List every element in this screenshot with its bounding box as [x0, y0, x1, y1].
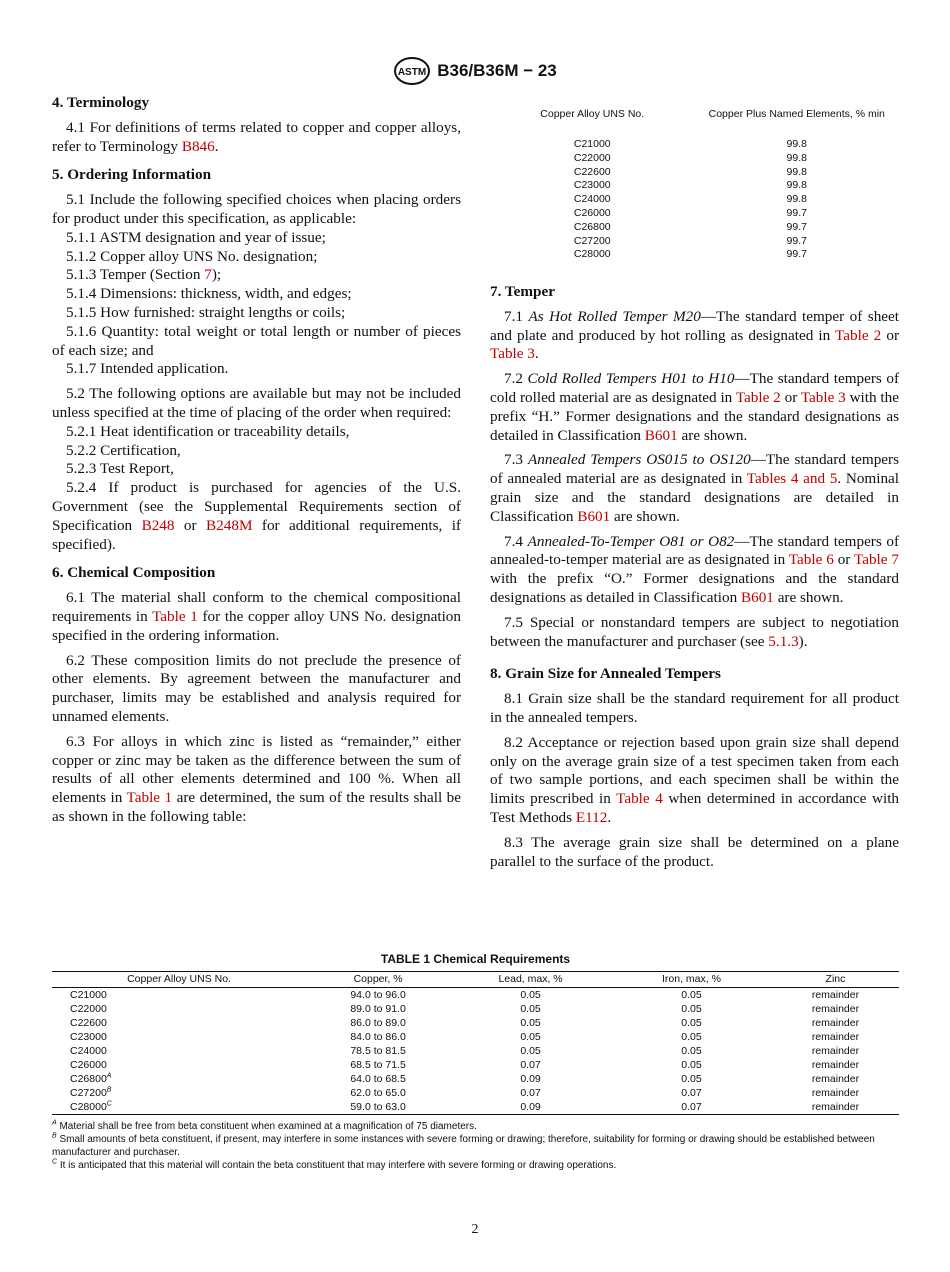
document-designation: B36/B36M − 23 [437, 61, 557, 80]
para-5-2-2: 5.2.2 Certification, [66, 441, 181, 459]
para-5-1-5: 5.1.5 How furnished: straight lengths or coils; [66, 303, 346, 321]
sum-table-header [490, 98, 899, 130]
cell-pb: 0.05 [520, 1017, 541, 1029]
para-7-5: 7.5 Special or nonstandard tempers are subject to negotiation between the manufacturer and purchaser (see 5.1.3). [490, 613, 899, 650]
sum-cell-uns: C28000 [573, 248, 611, 261]
cell-cu: 86.0 to 89.0 [350, 1017, 406, 1029]
sum-cell-copper-plus: 99.8 [786, 179, 807, 192]
footnote-text: It is anticipated that this material will contain the beta constituent that may interfere with severe forming or drawing operations. [57, 1160, 617, 1171]
sum-table-row [490, 235, 899, 249]
footnote-marker: C [52, 1158, 58, 1166]
sum-cell-uns: C26800 [573, 220, 611, 233]
sum-table-rows [490, 138, 899, 262]
cell-uns [52, 1058, 306, 1072]
table-row [52, 1072, 899, 1086]
link-b248m[interactable]: B248M [206, 516, 253, 534]
para-4-1: 4.1 For definitions of terms related to copper and copper alloys, refer to Terminology B846. [52, 118, 461, 155]
para-8-3: 8.3 The average grain size shall be determined on a plane parallel to the surface of the product. [490, 833, 899, 870]
table-1-col-iron: Iron, max, % [611, 972, 772, 988]
cell-zn: remainder [811, 1017, 860, 1029]
cell-pb: 0.07 [520, 1059, 541, 1071]
section-6-title: 6. Chemical Composition [52, 564, 216, 582]
page-number: 2 [471, 1222, 479, 1237]
link-table-4[interactable]: Table 4 [616, 790, 663, 808]
section-4-title: 4. Terminology [52, 94, 150, 111]
cell-cu: 94.0 to 96.0 [350, 989, 406, 1001]
footnote-marker: A [106, 1072, 112, 1080]
para-5-1: 5.1 Include the following specified choices when placing orders for product under this specification, as applicable: [52, 191, 461, 227]
cell-uns-text: C27200 [70, 1087, 107, 1099]
cell-fe: 0.07 [681, 1087, 702, 1099]
link-table-2[interactable]: Table 2 [835, 326, 882, 344]
sum-cell-copper-plus: 99.7 [786, 248, 807, 261]
cell-fe: 0.05 [681, 989, 702, 1001]
cell-uns-text: C23000 [70, 1031, 107, 1043]
table-1-col-copper: Copper, % [306, 972, 450, 988]
para-8-2: 8.2 Acceptance or rejection based upon grain size shall depend only on the average grain size of a test specimen taken from each of two sample portions, and each specimen shall be within the limits prescribed in Table 4 when determined in accordance with Test Methods E112. [490, 733, 900, 826]
cell-pb: 0.05 [520, 1045, 541, 1057]
sum-cell-uns: C21000 [573, 138, 611, 150]
link-table-3[interactable]: Table 3 [800, 388, 846, 406]
link-table-7[interactable]: Table 7 [853, 551, 899, 569]
cell-uns-text: C24000 [70, 1045, 107, 1057]
sum-col-uns: Copper Alloy UNS No. [540, 107, 645, 120]
copper-sum-table [490, 98, 899, 262]
para-8-1: 8.1 Grain size shall be the standard requirement for all product in the annealed tempers. [490, 690, 899, 726]
para-7-4: 7.4 Annealed-To-Temper O81 or O82—The standard tempers of annealed-to-temper material are as designated in Table 6 or Table 7 with the prefix “O.” Former designations and the standard designations as detailed in Classification B601 are shown. [490, 532, 900, 606]
sum-cell-copper-plus: 99.8 [786, 165, 807, 178]
cell-pb: 0.05 [520, 1031, 541, 1043]
para-5-1-7: 5.1.7 Intended application. [66, 360, 229, 378]
link-b248[interactable]: B248 [141, 516, 175, 534]
link-section-7[interactable]: 7 [204, 266, 212, 284]
sum-cell-uns: C26000 [573, 206, 611, 219]
link-tables-4-5[interactable]: Tables 4 and 5 [746, 470, 838, 488]
para-5-2: 5.2 The following options are available but may not be included unless specified at the time of placing of the order when required: [52, 385, 461, 421]
cell-fe: 0.05 [681, 1059, 702, 1071]
table-row [52, 1030, 899, 1044]
link-table-1[interactable]: Table 1 [126, 789, 173, 807]
cell-cu: 64.0 to 68.5 [350, 1073, 406, 1085]
sum-cell-uns: C23000 [573, 179, 611, 192]
cell-cu: 68.5 to 71.5 [350, 1059, 406, 1071]
sum-cell-copper-plus: 99.7 [786, 206, 807, 219]
cell-pb: 0.09 [520, 1073, 541, 1085]
cell-uns [52, 1044, 306, 1058]
cell-cu: 89.0 to 91.0 [350, 1003, 406, 1015]
cell-uns-text: C22000 [70, 1003, 107, 1015]
cell-fe: 0.05 [681, 1017, 702, 1029]
sum-table-row [490, 152, 899, 166]
cell-pb: 0.07 [520, 1087, 541, 1099]
section-8-title: 8. Grain Size for Annealed Tempers [490, 665, 721, 683]
cell-zn: remainder [811, 1031, 860, 1043]
sum-cell-uns: C22600 [573, 165, 611, 178]
cell-uns-text: C28000 [70, 1101, 107, 1113]
link-table-1[interactable]: Table 1 [152, 607, 198, 625]
table-row [52, 1086, 899, 1100]
table-1-grid [52, 971, 899, 1115]
cell-pb: 0.05 [520, 989, 541, 1001]
cell-pb: 0.05 [520, 1003, 541, 1015]
para-6-2: 6.2 These composition limits do not preclude the presence of other elements. By agreement between the manufacturer and purchaser, limits may be established and analysis required for unnamed elements. [52, 651, 461, 725]
sum-table-row [490, 193, 899, 207]
para-5-1-3: 5.1.3 Temper (Section 7); [66, 266, 222, 284]
para-5-2-3: 5.2.3 Test Report, [66, 460, 174, 478]
para-7-1: 7.1 As Hot Rolled Temper M20—The standard temper of sheet and plate and produced by hot rolling as designated in Table 2 or Table 3. [490, 307, 899, 363]
sum-table-row [490, 221, 899, 235]
para-5-2-4: 5.2.4 If product is purchased for agencies of the U.S. Government (see the Supplemental Requirements section of Specification B248 or B248M for additional requirements, if specified). [52, 479, 461, 553]
section-5-title: 5. Ordering Information [52, 166, 212, 184]
para-5-2-1: 5.2.1 Heat identification or traceability details, [66, 422, 350, 440]
para-7-2: 7.2 Cold Rolled Tempers H01 to H10—The standard tempers of cold rolled material are as designated in Table 2 or Table 3 with the prefix “H.” Former designations and the standard designations as detailed in Classification B601 are shown. [490, 370, 899, 444]
table-row [52, 1100, 899, 1115]
link-b601[interactable]: B601 [644, 426, 678, 444]
cell-fe: 0.05 [681, 1031, 702, 1043]
para-5-1-2: 5.1.2 Copper alloy UNS No. designation; [66, 247, 318, 265]
sum-cell-copper-plus: 99.7 [786, 220, 807, 233]
cell-cu: 59.0 to 63.0 [306, 1100, 450, 1115]
cell-pb: 0.09 [450, 1100, 611, 1115]
cell-uns-text: C26000 [70, 1059, 107, 1071]
footnote-text: Material shall be free from beta constituent when examined at a magnification of 75 diameters. [56, 1121, 477, 1132]
left-column [52, 94, 461, 833]
footnote-text: Small amounts of beta constituent, if present, may interfere in some instances with severe forming or drawing; therefore, suitability for forming or drawing should be established between manufacturer and purchaser. [52, 1134, 875, 1158]
link-e112[interactable]: E112 [575, 808, 608, 826]
link-b601[interactable]: B601 [577, 507, 611, 525]
link-table-3[interactable]: Table 3 [490, 345, 535, 363]
table-1-col-zinc: Zinc [772, 972, 899, 988]
footnote-marker: B [52, 1132, 57, 1140]
table-1-title: TABLE 1 Chemical Requirements [380, 952, 571, 966]
cell-zn: remainder [811, 1087, 860, 1099]
cell-fe: 0.07 [611, 1100, 772, 1115]
table-row [52, 1044, 899, 1058]
footnote [52, 1133, 899, 1159]
cell-cu: 84.0 to 86.0 [350, 1031, 406, 1043]
cell-uns [52, 1016, 306, 1030]
sum-table-row [490, 207, 899, 221]
table-1-col-lead: Lead, max, % [450, 972, 611, 988]
sum-cell-uns: C22000 [573, 151, 611, 164]
para-6-1: 6.1 The material shall conform to the chemical compositional requirements in Table 1 for the copper alloy UNS No. designation specified in the ordering information. [52, 589, 461, 644]
cell-uns [52, 1002, 306, 1016]
cell-uns-text: C22600 [70, 1017, 107, 1029]
para-5-1-6: 5.1.6 Quantity: total weight or total length or number of pieces of each size; and [52, 322, 461, 359]
link-table-6[interactable]: Table 6 [788, 551, 834, 569]
cell-uns [52, 1100, 306, 1115]
page-header [0, 56, 950, 86]
sum-table-row [490, 138, 899, 152]
para-6-3: 6.3 For alloys in which zinc is listed as “remainder,” either copper or zinc may be taken as the difference between the sum of results of all other elements determined and 100 %. When all elements in Table 1 are determined, the sum of the results shall be as shown in the following table: [52, 732, 461, 825]
footnote [52, 1120, 899, 1133]
footnote-marker: B [106, 1086, 112, 1094]
table-row [52, 1058, 899, 1072]
link-b846[interactable]: B846 [181, 137, 215, 155]
sum-cell-copper-plus: 99.7 [786, 234, 807, 247]
footnote-marker: A [52, 1119, 57, 1127]
table-row [52, 1016, 899, 1030]
table-1-chemical-requirements [52, 952, 899, 1172]
para-5-1-1: 5.1.1 ASTM designation and year of issue; [66, 228, 326, 246]
cell-zn: remainder [811, 1045, 860, 1057]
footnote-marker: C [106, 1100, 112, 1108]
para-7-3: 7.3 Annealed Tempers OS015 to OS120—The standard tempers of annealed material are as designated in Tables 4 and 5. Nominal grain size and the standard designations are detailed in Classification B601 are shown. [490, 451, 900, 525]
table-row [52, 1002, 899, 1016]
table-1-header-row [52, 972, 899, 988]
cell-fe: 0.05 [681, 1073, 702, 1085]
para-5-1-4: 5.1.4 Dimensions: thickness, width, and edges; [66, 285, 352, 303]
cell-cu: 78.5 to 81.5 [350, 1045, 406, 1057]
link-table-2[interactable]: Table 2 [735, 388, 781, 406]
sum-cell-copper-plus: 99.8 [786, 151, 807, 164]
sum-cell-copper-plus: 99.8 [786, 138, 807, 150]
cell-zn: remainder [811, 1059, 860, 1071]
cell-zn: remainder [811, 1003, 860, 1015]
sum-table-row [490, 166, 899, 180]
sum-table-row [490, 248, 899, 262]
cell-uns [52, 988, 306, 1003]
sum-cell-copper-plus: 99.8 [786, 193, 807, 206]
table-1-col-uns: Copper Alloy UNS No. [52, 972, 306, 988]
astm-logo-icon [393, 56, 431, 86]
right-column [490, 283, 899, 877]
cell-uns [52, 1072, 306, 1086]
link-5-1-3[interactable]: 5.1.3 [768, 632, 799, 650]
cell-zn: remainder [772, 1100, 899, 1115]
link-b601[interactable]: B601 [740, 588, 774, 606]
cell-uns [52, 1030, 306, 1044]
footnote [52, 1159, 899, 1172]
table-row [52, 988, 899, 1003]
section-7-title: 7. Temper [490, 283, 555, 300]
sum-table-row [490, 179, 899, 193]
cell-fe: 0.05 [681, 1045, 702, 1057]
cell-fe: 0.05 [681, 1003, 702, 1015]
cell-uns-text: C21000 [70, 989, 107, 1001]
sum-cell-uns: C24000 [573, 193, 611, 206]
svg-text:ASTM: ASTM [398, 67, 427, 78]
table-1-footnotes [52, 1120, 899, 1172]
sum-cell-uns: C27200 [573, 234, 611, 247]
cell-uns [52, 1086, 306, 1100]
cell-zn: remainder [811, 989, 860, 1001]
sum-col-copper-plus: Copper Plus Named Elements, % min [708, 107, 885, 120]
cell-cu: 62.0 to 65.0 [350, 1087, 406, 1099]
cell-uns-text: C26800 [70, 1073, 107, 1085]
cell-zn: remainder [811, 1073, 860, 1085]
table-1-body [52, 988, 899, 1115]
